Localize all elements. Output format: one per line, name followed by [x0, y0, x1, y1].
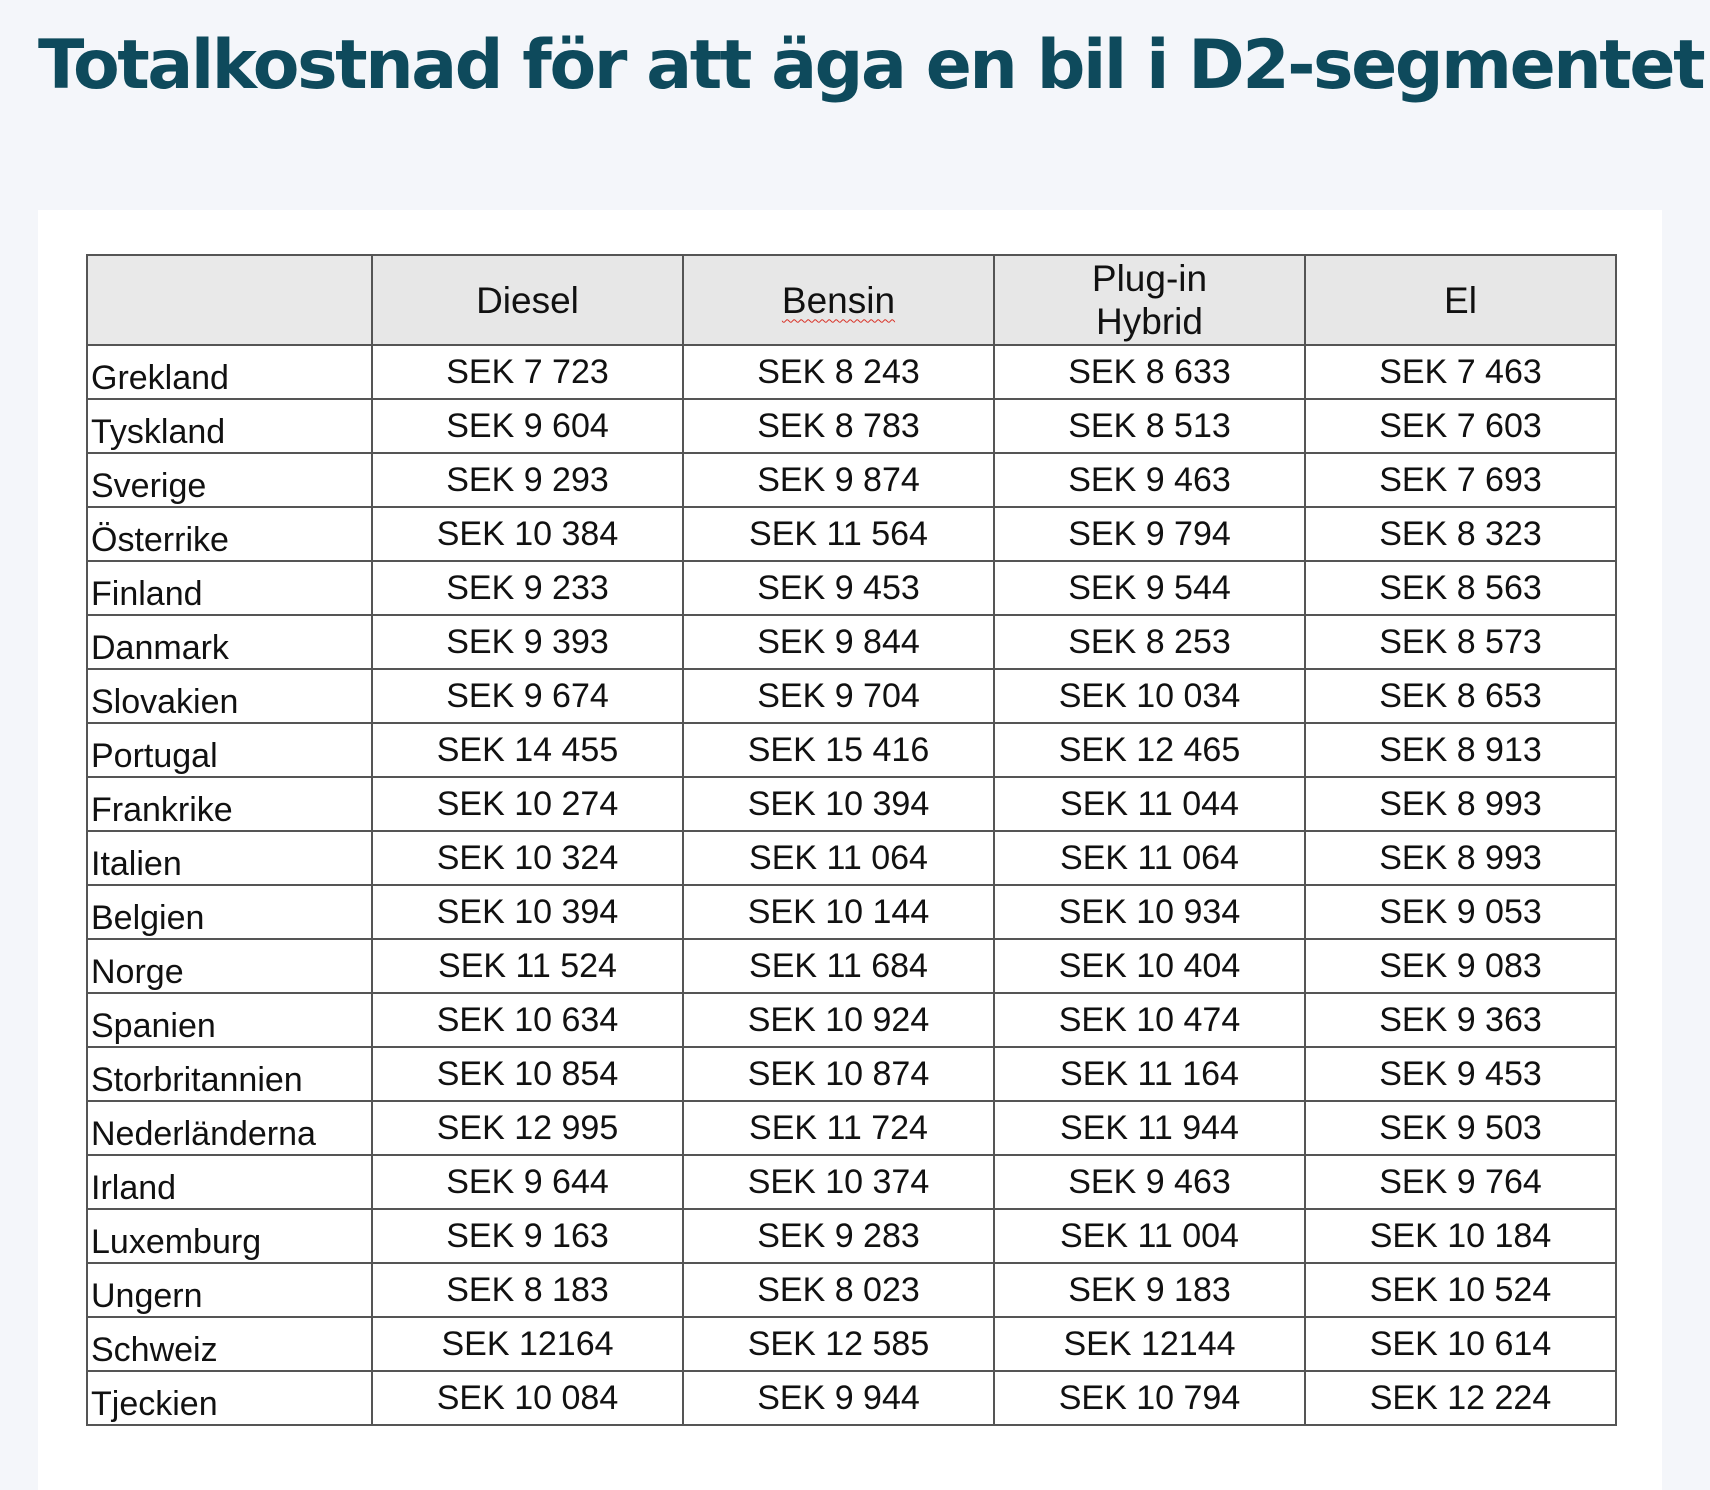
cost-cell-diesel: SEK 9 393 [372, 615, 683, 669]
table-card [38, 210, 1662, 1490]
cost-cell-diesel: SEK 12164 [372, 1317, 683, 1371]
cost-cell-plug-in-hybrid: SEK 12 465 [994, 723, 1305, 777]
table-row [87, 669, 1616, 723]
country-cell: Finland [87, 561, 372, 615]
table-row [87, 993, 1616, 1047]
country-cell: Spanien [87, 993, 372, 1047]
header-plug-in-hybrid-label: Plug-in Hybrid [1091, 258, 1208, 342]
cost-cell-bensin: SEK 9 944 [683, 1371, 994, 1425]
cost-cell-diesel: SEK 9 233 [372, 561, 683, 615]
cost-cell-bensin: SEK 9 453 [683, 561, 994, 615]
cost-cell-diesel: SEK 14 455 [372, 723, 683, 777]
country-cell: Italien [87, 831, 372, 885]
cost-cell-el: SEK 12 224 [1305, 1371, 1616, 1425]
cost-cell-el: SEK 9 083 [1305, 939, 1616, 993]
table-row [87, 561, 1616, 615]
cost-cell-el: SEK 9 764 [1305, 1155, 1616, 1209]
cost-cell-bensin: SEK 9 283 [683, 1209, 994, 1263]
cost-cell-el: SEK 10 184 [1305, 1209, 1616, 1263]
cost-cell-el: SEK 10 614 [1305, 1317, 1616, 1371]
table-row [87, 939, 1616, 993]
cost-cell-bensin: SEK 10 144 [683, 885, 994, 939]
table-row [87, 831, 1616, 885]
cost-cell-bensin: SEK 10 924 [683, 993, 994, 1047]
table-row [87, 1047, 1616, 1101]
cost-cell-bensin: SEK 15 416 [683, 723, 994, 777]
country-cell: Grekland [87, 345, 372, 399]
country-cell: Ungern [87, 1263, 372, 1317]
table-row [87, 507, 1616, 561]
cost-cell-diesel: SEK 10 274 [372, 777, 683, 831]
cost-cell-el: SEK 8 323 [1305, 507, 1616, 561]
cost-cell-bensin: SEK 8 023 [683, 1263, 994, 1317]
cost-cell-el: SEK 9 053 [1305, 885, 1616, 939]
cost-cell-plug-in-hybrid: SEK 10 034 [994, 669, 1305, 723]
cost-cell-bensin: SEK 8 243 [683, 345, 994, 399]
table-row [87, 1317, 1616, 1371]
cost-cell-diesel: SEK 12 995 [372, 1101, 683, 1155]
header-plug-in-hybrid [994, 255, 1305, 345]
country-cell: Sverige [87, 453, 372, 507]
header-bensin-label: Bensin [781, 279, 896, 321]
cost-cell-diesel: SEK 9 163 [372, 1209, 683, 1263]
table-row [87, 885, 1616, 939]
cost-cell-el: SEK 9 453 [1305, 1047, 1616, 1101]
table-row [87, 1263, 1616, 1317]
cost-cell-el: SEK 8 573 [1305, 615, 1616, 669]
cost-cell-plug-in-hybrid: SEK 11 044 [994, 777, 1305, 831]
table-body [87, 345, 1616, 1425]
table-row [87, 1155, 1616, 1209]
cost-cell-diesel: SEK 10 854 [372, 1047, 683, 1101]
header-row [87, 255, 1616, 345]
table-row [87, 777, 1616, 831]
table-row [87, 723, 1616, 777]
cost-cell-el: SEK 7 693 [1305, 453, 1616, 507]
cost-cell-diesel: SEK 9 293 [372, 453, 683, 507]
country-cell: Tyskland [87, 399, 372, 453]
cost-cell-bensin: SEK 8 783 [683, 399, 994, 453]
country-cell: Norge [87, 939, 372, 993]
country-cell: Portugal [87, 723, 372, 777]
table-row [87, 1209, 1616, 1263]
country-cell: Slovakien [87, 669, 372, 723]
cost-cell-plug-in-hybrid: SEK 11 944 [994, 1101, 1305, 1155]
header-diesel: Diesel [372, 255, 683, 345]
country-cell: Österrike [87, 507, 372, 561]
cost-cell-bensin: SEK 11 684 [683, 939, 994, 993]
cost-cell-plug-in-hybrid: SEK 10 794 [994, 1371, 1305, 1425]
cost-cell-diesel: SEK 9 604 [372, 399, 683, 453]
cost-cell-el: SEK 8 563 [1305, 561, 1616, 615]
cost-cell-diesel: SEK 10 634 [372, 993, 683, 1047]
cost-cell-plug-in-hybrid: SEK 9 544 [994, 561, 1305, 615]
cost-cell-plug-in-hybrid: SEK 10 474 [994, 993, 1305, 1047]
table-row [87, 615, 1616, 669]
cost-cell-plug-in-hybrid: SEK 12144 [994, 1317, 1305, 1371]
cost-cell-diesel: SEK 8 183 [372, 1263, 683, 1317]
cost-cell-el: SEK 7 463 [1305, 345, 1616, 399]
cost-cell-bensin: SEK 11 564 [683, 507, 994, 561]
cost-cell-diesel: SEK 11 524 [372, 939, 683, 993]
country-cell: Nederländerna [87, 1101, 372, 1155]
cost-cell-plug-in-hybrid: SEK 8 633 [994, 345, 1305, 399]
table-row [87, 453, 1616, 507]
page-title: Totalkostnad för att äga en bil i D2-segmentet [38, 26, 1704, 105]
country-cell: Luxemburg [87, 1209, 372, 1263]
cost-cell-bensin: SEK 9 874 [683, 453, 994, 507]
cost-cell-plug-in-hybrid: SEK 11 164 [994, 1047, 1305, 1101]
cost-cell-bensin: SEK 9 704 [683, 669, 994, 723]
cost-cell-plug-in-hybrid: SEK 9 463 [994, 1155, 1305, 1209]
cost-cell-bensin: SEK 9 844 [683, 615, 994, 669]
cost-cell-el: SEK 8 653 [1305, 669, 1616, 723]
header-bensin [683, 255, 994, 345]
cost-cell-plug-in-hybrid: SEK 8 513 [994, 399, 1305, 453]
cost-cell-el: SEK 9 503 [1305, 1101, 1616, 1155]
cost-cell-plug-in-hybrid: SEK 9 794 [994, 507, 1305, 561]
country-cell: Tjeckien [87, 1371, 372, 1425]
country-cell: Irland [87, 1155, 372, 1209]
cost-cell-bensin: SEK 10 874 [683, 1047, 994, 1101]
cost-cell-el: SEK 8 993 [1305, 777, 1616, 831]
header-corner-cell [87, 255, 372, 345]
cost-cell-plug-in-hybrid: SEK 11 004 [994, 1209, 1305, 1263]
cost-cell-bensin: SEK 10 374 [683, 1155, 994, 1209]
cost-cell-diesel: SEK 10 084 [372, 1371, 683, 1425]
country-cell: Danmark [87, 615, 372, 669]
cost-cell-diesel: SEK 10 324 [372, 831, 683, 885]
cost-cell-diesel: SEK 10 384 [372, 507, 683, 561]
cost-cell-el: SEK 8 993 [1305, 831, 1616, 885]
cost-cell-plug-in-hybrid: SEK 8 253 [994, 615, 1305, 669]
cost-cell-el: SEK 10 524 [1305, 1263, 1616, 1317]
cost-cell-el: SEK 9 363 [1305, 993, 1616, 1047]
table-row [87, 1101, 1616, 1155]
cost-cell-el: SEK 7 603 [1305, 399, 1616, 453]
cost-cell-bensin: SEK 11 724 [683, 1101, 994, 1155]
cost-cell-diesel: SEK 9 674 [372, 669, 683, 723]
cost-cell-plug-in-hybrid: SEK 10 934 [994, 885, 1305, 939]
cost-cell-diesel: SEK 10 394 [372, 885, 683, 939]
cost-cell-bensin: SEK 12 585 [683, 1317, 994, 1371]
cost-cell-plug-in-hybrid: SEK 10 404 [994, 939, 1305, 993]
country-cell: Frankrike [87, 777, 372, 831]
country-cell: Belgien [87, 885, 372, 939]
cost-cell-el: SEK 8 913 [1305, 723, 1616, 777]
cost-cell-plug-in-hybrid: SEK 9 183 [994, 1263, 1305, 1317]
cost-cell-plug-in-hybrid: SEK 11 064 [994, 831, 1305, 885]
cost-table [86, 254, 1617, 1426]
header-el: El [1305, 255, 1616, 345]
table-row [87, 1371, 1616, 1425]
cost-cell-bensin: SEK 10 394 [683, 777, 994, 831]
table-row [87, 345, 1616, 399]
cost-cell-diesel: SEK 9 644 [372, 1155, 683, 1209]
country-cell: Storbritannien [87, 1047, 372, 1101]
cost-cell-bensin: SEK 11 064 [683, 831, 994, 885]
table-row [87, 399, 1616, 453]
country-cell: Schweiz [87, 1317, 372, 1371]
cost-cell-plug-in-hybrid: SEK 9 463 [994, 453, 1305, 507]
cost-cell-diesel: SEK 7 723 [372, 345, 683, 399]
